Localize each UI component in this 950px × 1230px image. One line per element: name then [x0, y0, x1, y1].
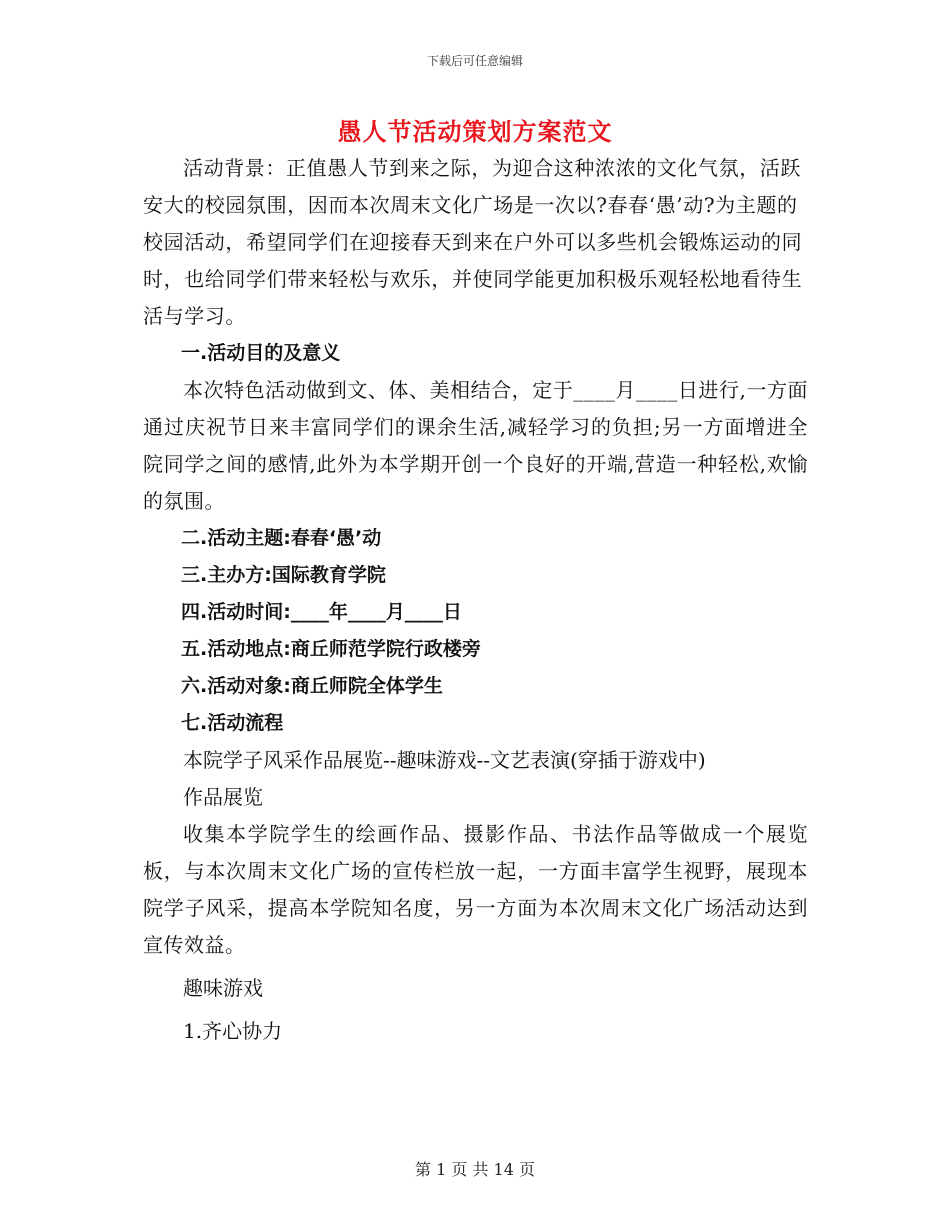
document-body: [143, 150, 808, 1050]
flow-line: 本院学子风采作品展览--趣味游戏--文艺表演(穿插于游戏中): [183, 748, 706, 772]
section-2-theme: 二.活动主题:春春‘愚’动: [181, 527, 382, 549]
exhibit-paragraph: 收集本学院学生的绘画作品、摄影作品、书法作品等做成一个展览板，与本次周末文化广场的宣传栏放一起，一方面丰富学生视野，展现本院学子风采，提高本学院知名度，另一方面为本次周末文化广场活动达到宣传效益。: [143, 822, 808, 957]
section-7-heading: 七.活动流程: [181, 712, 284, 734]
section-1-paragraph: 本次特色活动做到文、体、美相结合，定于____月____日进行,一方面通过庆祝节日来丰富同学们的课余生活,减轻学习的负担;另一方面增进全院同学之间的感情,此外为本学期开创一个良好的开端,营造一种轻松,欢愉的氛围。: [143, 378, 808, 513]
section-4-time: 四.活动时间:____年____月____日: [181, 601, 462, 623]
exhibit-heading: 作品展览: [183, 785, 263, 809]
section-5-location: 五.活动地点:商丘师范学院行政楼旁: [181, 638, 481, 660]
section-1-heading: 一.活动目的及意义: [181, 342, 341, 364]
section-3-organizer: 三.主办方:国际教育学院: [181, 564, 386, 586]
background-paragraph: 活动背景：正值愚人节到来之际，为迎合这种浓浓的文化气氛，活跃安大的校园氛围，因而本次周末文化广场是一次以?春春‘愚’动?为主题的校园活动，希望同学们在迎接春天到来在户外可以多些机会锻炼运动的同时，也给同学们带来轻松与欢乐，并使同学能更加积极乐观轻松地看待生活与学习。: [143, 156, 803, 328]
page-header-note: 下载后可任意编辑: [426, 54, 523, 68]
document-title: 愚人节活动策划方案范文: [337, 118, 613, 146]
page-number: 第 1 页 共 14 页: [415, 1160, 535, 1179]
section-6-audience: 六.活动对象:商丘师院全体学生: [181, 675, 443, 697]
game-1-item: 1.齐心协力: [183, 1019, 283, 1043]
games-heading: 趣味游戏: [183, 976, 263, 1000]
